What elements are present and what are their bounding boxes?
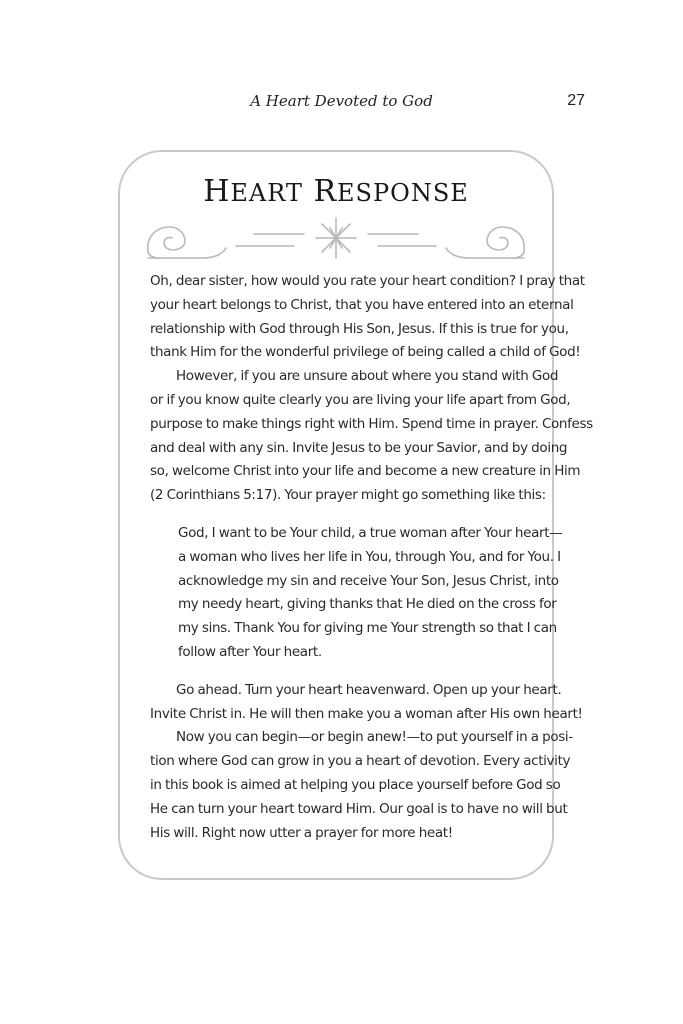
text-line: Invite Christ in. He will then make you a woman after His own heart! bbox=[150, 705, 583, 722]
paragraph-1 bbox=[150, 270, 585, 365]
text-line: in this book is aimed at helping you place yourself before God so bbox=[150, 776, 561, 793]
text-line: Now you can begin—or begin anew!—to put yourself in a posi- bbox=[176, 729, 573, 746]
prayer-line: follow after Your heart. bbox=[178, 643, 322, 660]
page-number: 27 bbox=[567, 92, 585, 109]
prayer-line: my sins. Thank You for giving me Your strength so that I can bbox=[178, 620, 557, 637]
prayer-line: a woman who lives her life in You, through You, and for You. I bbox=[178, 548, 561, 565]
prayer-line: acknowledge my sin and receive Your Son, Jesus Christ, into bbox=[178, 572, 559, 589]
text-line: He can turn your heart toward Him. Our goal is to have no will but bbox=[150, 800, 568, 817]
box-title-text: HEART RESPONSE bbox=[203, 174, 469, 209]
text-line: His will. Right now utter a prayer for more heat! bbox=[150, 824, 453, 841]
text-line: tion where God can grow in you a heart of devotion. Every activity bbox=[150, 753, 571, 770]
heart-response-box bbox=[118, 150, 593, 880]
paragraph-3 bbox=[150, 679, 583, 727]
text-line: and deal with any sin. Invite Jesus to be your Savior, and by doing bbox=[150, 439, 568, 456]
text-line: (2 Corinthians 5:17). Your prayer might go something like this: bbox=[150, 487, 546, 504]
text-line: However, if you are unsure about where you stand with God bbox=[176, 368, 559, 385]
scroll-divider-icon bbox=[144, 214, 528, 270]
text-line: Go ahead. Turn your heart heavenward. Open up your heart. bbox=[176, 681, 562, 698]
text-line: thank Him for the wonderful privilege of being called a child of God! bbox=[150, 344, 581, 361]
text-line: relationship with God through His Son, Jesus. If this is true for you, bbox=[150, 320, 569, 337]
text-line: purpose to make things right with Him. Spend time in prayer. Confess bbox=[150, 415, 593, 432]
prayer-block bbox=[178, 522, 563, 665]
text-line: or if you know quite clearly you are living your life apart from God, bbox=[150, 391, 571, 408]
box-body bbox=[150, 270, 593, 845]
text-line: Oh, dear sister, how would you rate your heart condition? I pray that bbox=[150, 273, 585, 289]
paragraph-4 bbox=[150, 726, 573, 845]
text-line: your heart belongs to Christ, that you have entered into an eternal bbox=[150, 296, 574, 313]
prayer-line: my needy heart, giving thanks that He died on the cross for bbox=[178, 596, 557, 613]
running-title: A Heart Devoted to God bbox=[250, 92, 433, 110]
text-line: so, welcome Christ into your life and become a new creature in Him bbox=[150, 463, 581, 480]
box-title bbox=[120, 174, 552, 209]
prayer-line: God, I want to be Your child, a true woman after Your heart— bbox=[178, 524, 563, 541]
paragraph-2 bbox=[150, 365, 593, 508]
running-header bbox=[0, 92, 683, 116]
